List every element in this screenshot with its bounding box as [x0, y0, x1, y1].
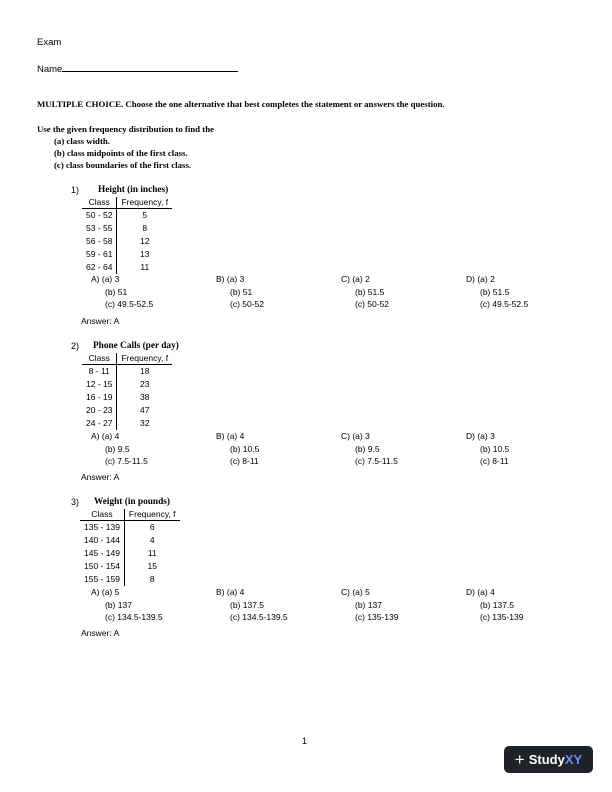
table-header-class: Class [82, 197, 117, 209]
choice-line: A) (a) 5 [91, 587, 120, 597]
frequency-cell: 8 [149, 573, 155, 584]
choice-line: (c) 134.5-139.5 [105, 612, 163, 622]
answer-text: Answer: A [81, 472, 120, 482]
question-number: 2) [71, 341, 80, 351]
choice-line: C) (a) 3 [341, 431, 370, 441]
choice-line: (c) 135-139 [355, 612, 399, 622]
choice-a[interactable] [91, 430, 148, 468]
table-header-class: Class [82, 353, 117, 365]
choice-line: (c) 8-11 [230, 456, 259, 466]
class-cell: 145 - 149 [80, 547, 124, 560]
choice-line: (c) 135-139 [480, 612, 524, 622]
instruction-line: (c) class boundaries of the first class. [54, 160, 192, 170]
frequency-cell: 15 [147, 560, 157, 571]
frequency-cell: 13 [140, 248, 150, 259]
table-header-frequency: Frequency, f [121, 197, 169, 207]
choice-line: B) (a) 4 [216, 587, 245, 597]
choice-line: C) (a) 2 [341, 274, 370, 284]
instructions [37, 123, 214, 171]
frequency-cell: 12 [140, 235, 150, 246]
table-row [82, 404, 172, 417]
choice-line: C) (a) 5 [341, 587, 370, 597]
choice-line: (b) 51 [105, 286, 128, 297]
answer-text: Answer: A [81, 628, 120, 638]
choice-line: A) (a) 3 [91, 274, 120, 284]
instruction-line: (b) class midpoints of the first class. [54, 148, 188, 158]
frequency-cell: 18 [140, 366, 150, 376]
question-title: Weight (in pounds) [94, 497, 170, 507]
choice-line: (c) 49.5-52.5 [105, 299, 154, 309]
table-header-class: Class [80, 509, 124, 521]
answer-text: Answer: A [81, 316, 120, 326]
name-label: Name [37, 64, 63, 75]
choice-b[interactable] [216, 430, 259, 468]
table-row [82, 378, 172, 391]
table-header-frequency: Frequency, f [121, 353, 169, 363]
choice-line: D) (a) 4 [466, 587, 495, 597]
choice-line: B) (a) 4 [216, 431, 245, 441]
frequency-table [82, 353, 172, 430]
choice-d[interactable] [466, 430, 509, 468]
choice-d[interactable] [466, 273, 528, 311]
choice-line: (c) 50-52 [355, 299, 390, 309]
table-row [80, 547, 180, 560]
frequency-cell: 4 [149, 534, 155, 545]
plus-icon: + [514, 750, 525, 769]
choice-b[interactable] [216, 273, 264, 311]
choice-c[interactable] [341, 586, 398, 624]
class-cell: 8 - 11 [82, 365, 117, 378]
table-row [80, 521, 180, 534]
studyxy-logo-badge[interactable] [504, 746, 593, 773]
logo-text-study: Study [528, 752, 565, 767]
choice-line: (c) 8-11 [480, 456, 509, 466]
choice-line: (c) 7.5-11.5 [105, 456, 148, 466]
question-title: Height (in inches) [98, 185, 169, 195]
choice-line: A) (a) 4 [91, 431, 120, 441]
class-cell: 59 - 61 [82, 248, 117, 261]
choice-c[interactable] [341, 430, 398, 468]
table-row [82, 209, 172, 222]
instruction-line: Use the given frequency distribution to find the [37, 124, 215, 134]
choice-line: (c) 134.5-139.5 [230, 612, 288, 622]
choice-c[interactable] [341, 273, 389, 311]
class-cell: 16 - 19 [82, 391, 117, 404]
class-cell: 135 - 139 [80, 521, 124, 534]
table-row [82, 417, 172, 430]
choice-d[interactable] [466, 586, 523, 624]
choice-b[interactable] [216, 586, 288, 624]
choice-line: B) (a) 3 [216, 274, 245, 284]
choice-line: (b) 137.5 [480, 599, 515, 610]
frequency-cell: 6 [149, 522, 155, 532]
section-header: MULTIPLE CHOICE. Choose the one alternative that best completes the statement or answers the question. [37, 99, 445, 109]
question-title: Phone Calls (per day) [93, 341, 179, 351]
frequency-cell: 8 [142, 222, 148, 233]
table-row [82, 222, 172, 235]
table-row [82, 365, 172, 378]
choice-line: (b) 10.5 [230, 443, 260, 454]
table-row [82, 261, 172, 274]
choice-line: (b) 137.5 [230, 599, 265, 610]
frequency-cell: 47 [140, 404, 150, 415]
choice-line: D) (a) 2 [466, 274, 495, 284]
choice-line: (b) 51.5 [480, 286, 510, 297]
choice-a[interactable] [91, 586, 163, 624]
exam-label: Exam [37, 37, 62, 48]
instruction-line: (a) class width. [54, 136, 110, 146]
choice-line: (b) 10.5 [480, 443, 510, 454]
choice-line: (c) 49.5-52.5 [480, 299, 529, 309]
table-row [80, 573, 180, 586]
choice-line: (b) 51 [230, 286, 253, 297]
frequency-cell: 23 [140, 378, 150, 389]
choice-line: (b) 137 [355, 599, 382, 610]
page-number: 1 [302, 736, 308, 746]
choice-line: (b) 137 [105, 599, 132, 610]
table-row [80, 534, 180, 547]
choice-line: (b) 9.5 [355, 443, 380, 454]
table-row [82, 235, 172, 248]
choice-line: (c) 7.5-11.5 [355, 456, 398, 466]
choice-line: D) (a) 3 [466, 431, 495, 441]
class-cell: 62 - 64 [82, 261, 117, 274]
choice-line: (b) 51.5 [355, 286, 385, 297]
class-cell: 24 - 27 [82, 417, 117, 430]
question-number: 1) [71, 185, 80, 195]
logo-text-xy: XY [564, 752, 583, 767]
name-field[interactable] [37, 63, 238, 75]
class-cell: 150 - 154 [80, 560, 124, 573]
class-cell: 56 - 58 [82, 235, 117, 248]
choice-line: (c) 50-52 [230, 299, 265, 309]
class-cell: 50 - 52 [82, 209, 117, 222]
frequency-cell: 32 [140, 417, 150, 428]
frequency-table [80, 509, 180, 586]
class-cell: 20 - 23 [82, 404, 117, 417]
frequency-cell: 11 [147, 547, 157, 558]
table-row [82, 248, 172, 261]
frequency-cell: 5 [142, 210, 148, 220]
class-cell: 53 - 55 [82, 222, 117, 235]
frequency-cell: 38 [140, 391, 150, 402]
table-header-frequency: Frequency, f [128, 509, 176, 519]
name-blank-line[interactable] [62, 63, 238, 72]
table-row [82, 391, 172, 404]
choice-line: (b) 9.5 [105, 443, 130, 454]
table-row [80, 560, 180, 573]
class-cell: 140 - 144 [80, 534, 124, 547]
class-cell: 12 - 15 [82, 378, 117, 391]
question-number: 3) [71, 497, 80, 507]
frequency-table [82, 197, 172, 274]
frequency-cell: 11 [140, 261, 150, 272]
choice-a[interactable] [91, 273, 153, 311]
class-cell: 155 - 159 [80, 573, 124, 586]
